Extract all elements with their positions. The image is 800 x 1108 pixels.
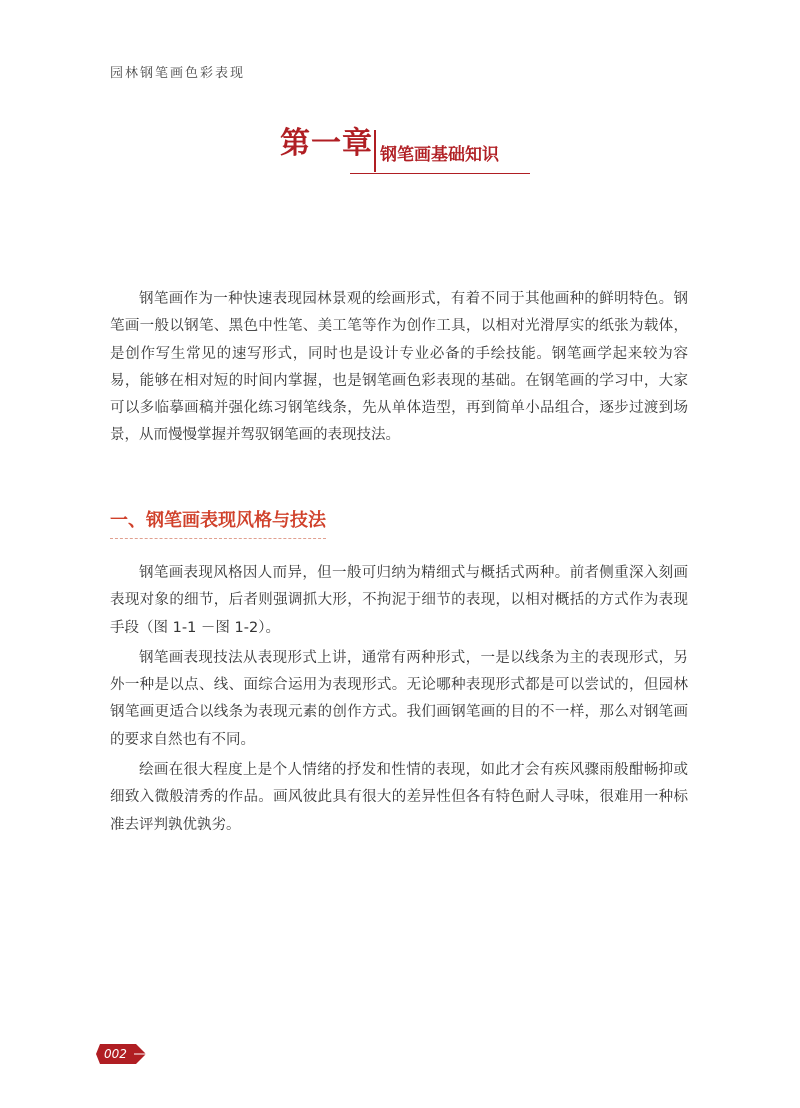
page-number-badge bbox=[96, 1042, 148, 1066]
body-paragraph: 绘画在很大程度上是个人情绪的抒发和性情的表现，如此才会有疾风骤雨般酣畅抑或细致入微般清秀的作品。画风彼此具有很大的差异性但各有特色耐人寻味，很难用一种标准去评判孰优孰劣。 bbox=[110, 762, 688, 833]
body-paragraph: 钢笔画表现风格因人而异，但一般可归纳为精细式与概括式两种。前者侧重深入刻画表现对象的细节，后者则强调抓大形，不拘泥于细节的表现，以相对概括的方式作为表现手段（图 1-1 －图 1-2）。 bbox=[110, 565, 688, 636]
section-body bbox=[110, 560, 688, 842]
chapter-divider bbox=[374, 130, 376, 172]
running-header: 园林钢笔画色彩表现 bbox=[110, 66, 246, 81]
intro-section bbox=[110, 286, 688, 450]
section-heading: 一、钢笔画表现风格与技法 bbox=[110, 508, 326, 539]
chapter-underline bbox=[350, 173, 530, 174]
intro-paragraph: 钢笔画作为一种快速表现园林景观的绘画形式，有着不同于其他画种的鲜明特色。钢笔画一般以钢笔、黑色中性笔、美工笔等作为创作工具，以相对光滑厚实的纸张为载体，是创作写生常见的速写形式，同时也是设计专业必备的手绘技能。钢笔画学起来较为容易，能够在相对短的时间内掌握，也是钢笔画色彩表现的基础。在钢笔画的学习中，大家可以多临摹画稿并强化练习钢笔线条，先从单体造型，再到简单小品组合，逐步过渡到场景，从而慢慢掌握并驾驭钢笔画的表现技法。 bbox=[110, 291, 688, 444]
chapter-number: 第一章 bbox=[280, 126, 373, 161]
body-paragraph: 钢笔画表现技法从表现形式上讲，通常有两种形式，一是以线条为主的表现形式，另外一种是以点、线、面综合运用为表现形式。无论哪种表现形式都是可以尝试的，但园林钢笔画更适合以线条为表现元素的创作方式。我们画钢笔画的目的不一样，那么对钢笔画的要求自然也有不同。 bbox=[110, 649, 688, 748]
page-number: 002 bbox=[104, 1047, 127, 1061]
chapter-title: 钢笔画基础知识 bbox=[380, 145, 499, 165]
chapter-heading bbox=[280, 126, 530, 176]
